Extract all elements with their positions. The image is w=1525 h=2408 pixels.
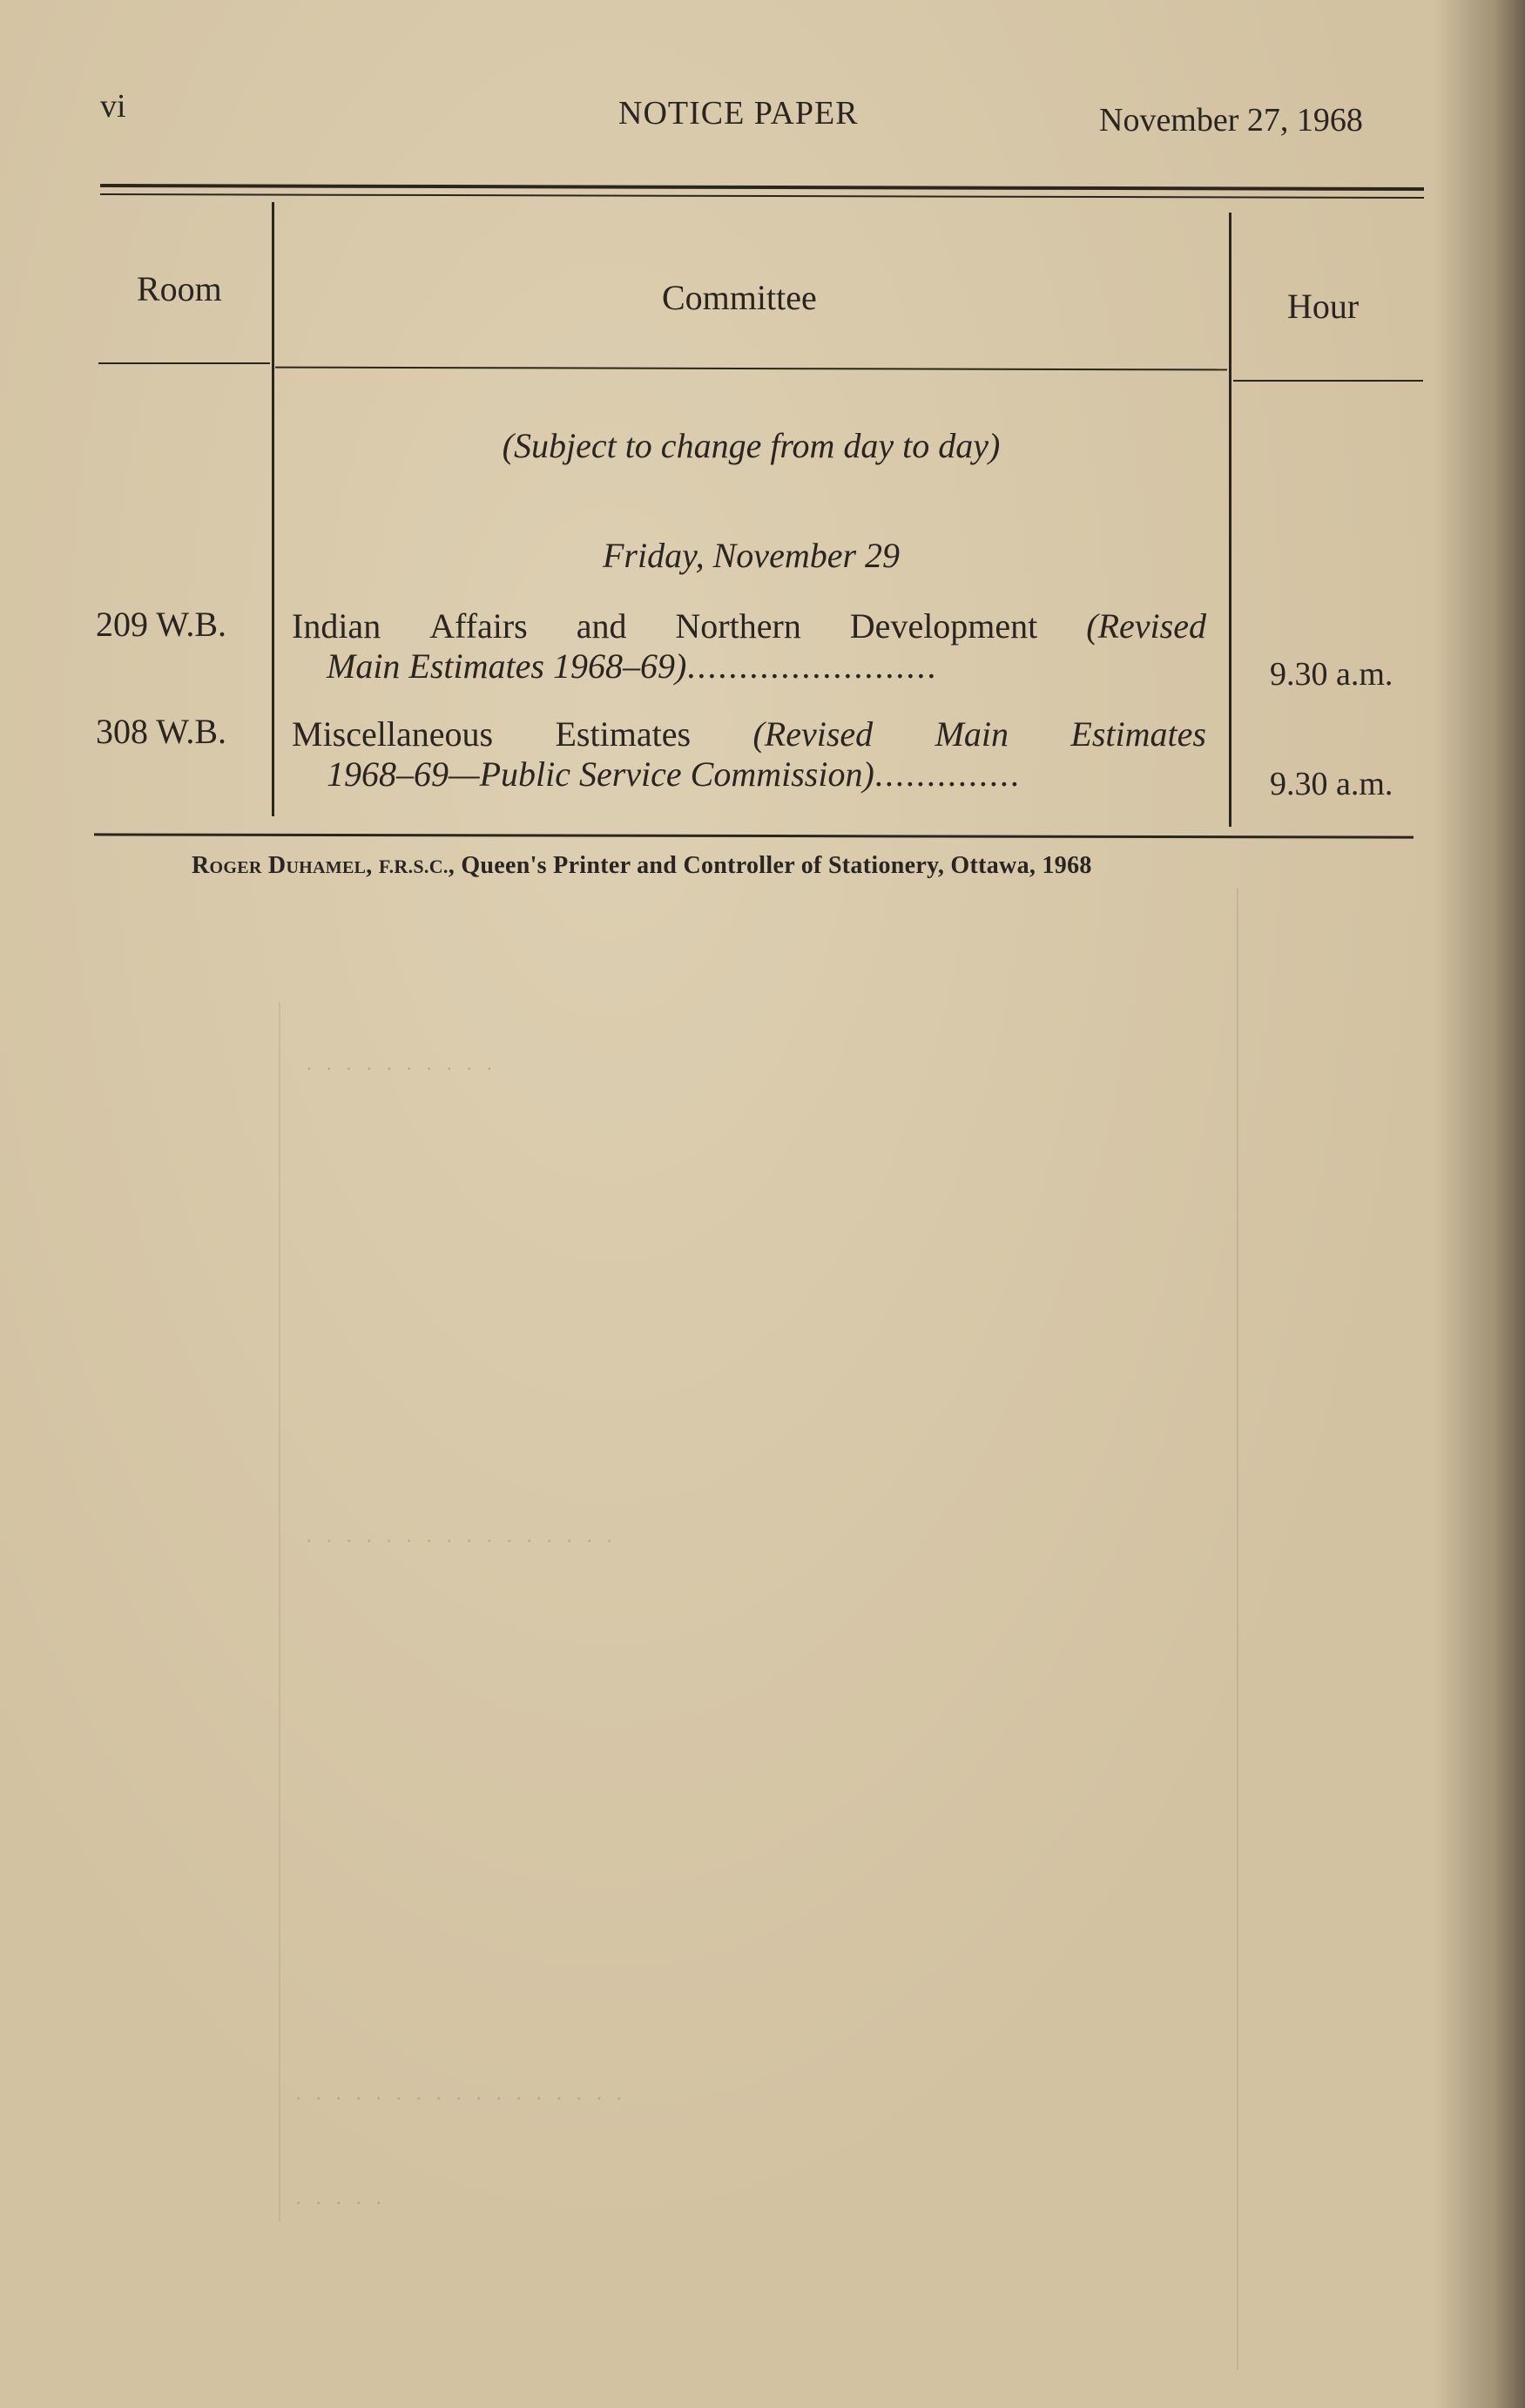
printer-text: Queen's Printer and Controller of Stationery, Ottawa, 1968 — [461, 852, 1092, 879]
committee-word: Development — [849, 606, 1038, 646]
table-row-hour: 9.30 a.m. — [1270, 656, 1393, 693]
table-row-committee — [292, 714, 1206, 795]
column-header-room: Room — [137, 269, 222, 308]
header-underline-committee — [275, 367, 1227, 371]
header-underline-hour — [1233, 380, 1423, 382]
committee-word: Northern — [675, 606, 801, 646]
committee-word: Estimates — [1070, 714, 1206, 754]
top-rule-thick — [100, 184, 1424, 191]
printer-name: Roger Duhamel — [192, 852, 367, 879]
printer-credentials: F.R.S.C. — [378, 856, 449, 877]
committee-continuation: Main Estimates 1968–69) — [327, 646, 687, 686]
column-header-hour: Hour — [1287, 287, 1360, 326]
show-through-mark: . . . . . — [296, 2187, 387, 2208]
show-through-column-line — [1237, 889, 1238, 2370]
table-row-room: 308 W.B. — [96, 712, 227, 751]
committee-word: (Revised — [752, 714, 874, 754]
committee-word: Affairs — [429, 606, 528, 646]
show-through-column-line — [279, 1002, 280, 2222]
printer-imprint: Roger Duhamel, F.R.S.C., Queen's Printer and Controller of Stationery, Ottawa, 1968 — [192, 852, 1092, 879]
committee-word: Main — [935, 714, 1009, 754]
table-row-committee — [292, 606, 1206, 687]
show-through-mark: . . . . . . . . . . — [307, 1052, 497, 1074]
header-underline-room — [98, 362, 270, 364]
committee-word: Miscellaneous — [292, 714, 494, 754]
top-rule-thin — [100, 193, 1424, 199]
committee-word: (Revised — [1086, 606, 1206, 646]
show-through-mark: . . . . . . . . . . . . . . . . . — [296, 2082, 627, 2104]
column-divider-left — [272, 202, 274, 816]
page-date: November 27, 1968 — [1099, 102, 1363, 139]
schedule-note: (Subject to change from day to day) — [502, 426, 1001, 465]
committee-continuation: 1968–69—Public Service Commission) — [327, 754, 874, 794]
dot-leaders: ........................ — [686, 646, 938, 686]
column-divider-right — [1229, 213, 1231, 827]
page-title: NOTICE PAPER — [618, 95, 859, 132]
page-number: vi — [100, 88, 126, 125]
day-heading: Friday, November 29 — [602, 536, 901, 575]
dot-leaders: .............. — [874, 754, 1021, 794]
committee-word: and — [576, 606, 627, 646]
table-row-hour: 9.30 a.m. — [1270, 766, 1393, 802]
show-through-mark: . . . . . . . . . . . . . . . . — [307, 1525, 617, 1546]
table-row-room: 209 W.B. — [96, 605, 227, 644]
committee-word: Estimates — [555, 714, 692, 754]
column-header-committee: Committee — [662, 278, 817, 317]
bottom-rule — [94, 833, 1414, 838]
committee-word: Indian — [292, 606, 381, 646]
